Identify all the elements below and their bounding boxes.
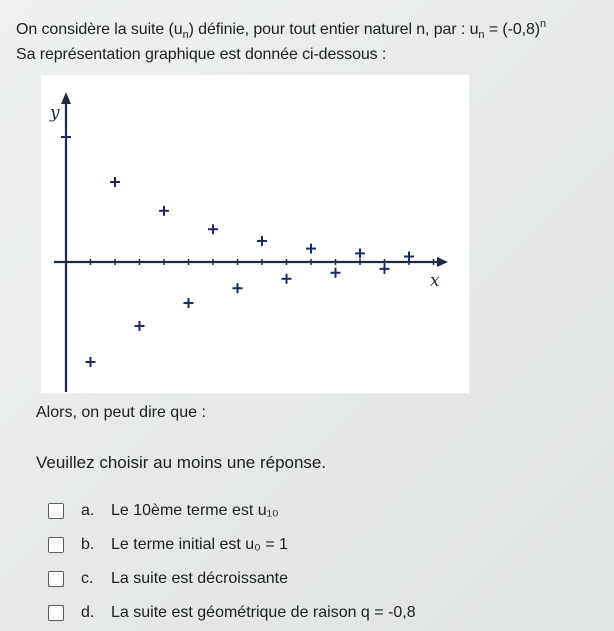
conclusion-text: Alors, on peut dire que : xyxy=(36,404,206,421)
graph-axes xyxy=(54,92,448,392)
sequence-point xyxy=(135,321,145,331)
y-axis-label: y xyxy=(50,103,60,123)
question-line-2: Sa représentation graphique est donnée ci-dessous : xyxy=(16,45,387,63)
option-letter: a. xyxy=(81,502,95,519)
option-a[interactable] xyxy=(48,494,416,528)
sequence-point xyxy=(306,244,316,254)
sequence-point xyxy=(61,132,71,142)
question-statement xyxy=(16,18,606,68)
option-letter: b. xyxy=(81,536,95,553)
sequence-point xyxy=(110,177,120,187)
option-c-checkbox[interactable] xyxy=(48,571,64,587)
option-d[interactable] xyxy=(48,596,416,630)
sequence-graph xyxy=(40,74,470,394)
answer-options xyxy=(48,494,416,630)
sequence-point xyxy=(257,236,267,246)
graph-points xyxy=(61,132,414,367)
sequence-point xyxy=(208,224,218,234)
sequence-point xyxy=(331,268,341,278)
x-axis-label: x xyxy=(430,271,440,291)
instruction-text: Veuillez choisir au moins une réponse. xyxy=(36,453,327,472)
option-b-checkbox[interactable] xyxy=(48,537,64,553)
option-a-checkbox[interactable] xyxy=(48,503,64,519)
x-axis-arrow xyxy=(437,257,448,267)
question-line-1: On considère la suite $(u_n)$ définie, pour tout entier naturel n, par : $u_n = (-0,8)^n$ xyxy=(16,18,547,41)
y-axis-arrow xyxy=(61,92,71,104)
sequence-point xyxy=(86,357,96,367)
sequence-point xyxy=(404,252,414,262)
sequence-point xyxy=(355,248,365,258)
option-c[interactable] xyxy=(48,562,416,596)
sequence-point xyxy=(159,206,169,216)
option-b[interactable] xyxy=(48,528,416,562)
option-label: La suite est géométrique de raison q = -0,8 xyxy=(111,604,416,621)
option-letter: d. xyxy=(81,604,95,621)
option-label: Le terme initial est u₀ = 1 xyxy=(111,536,288,553)
sequence-point xyxy=(380,264,390,274)
sequence-point xyxy=(233,283,243,293)
sequence-point xyxy=(184,298,194,308)
option-label: La suite est décroissante xyxy=(111,570,288,587)
sequence-point xyxy=(282,274,292,284)
option-label: Le 10ème terme est u₁₀ xyxy=(111,502,279,519)
sequence-graph-svg xyxy=(40,74,470,394)
option-d-checkbox[interactable] xyxy=(48,605,64,621)
option-letter: c. xyxy=(81,570,94,587)
